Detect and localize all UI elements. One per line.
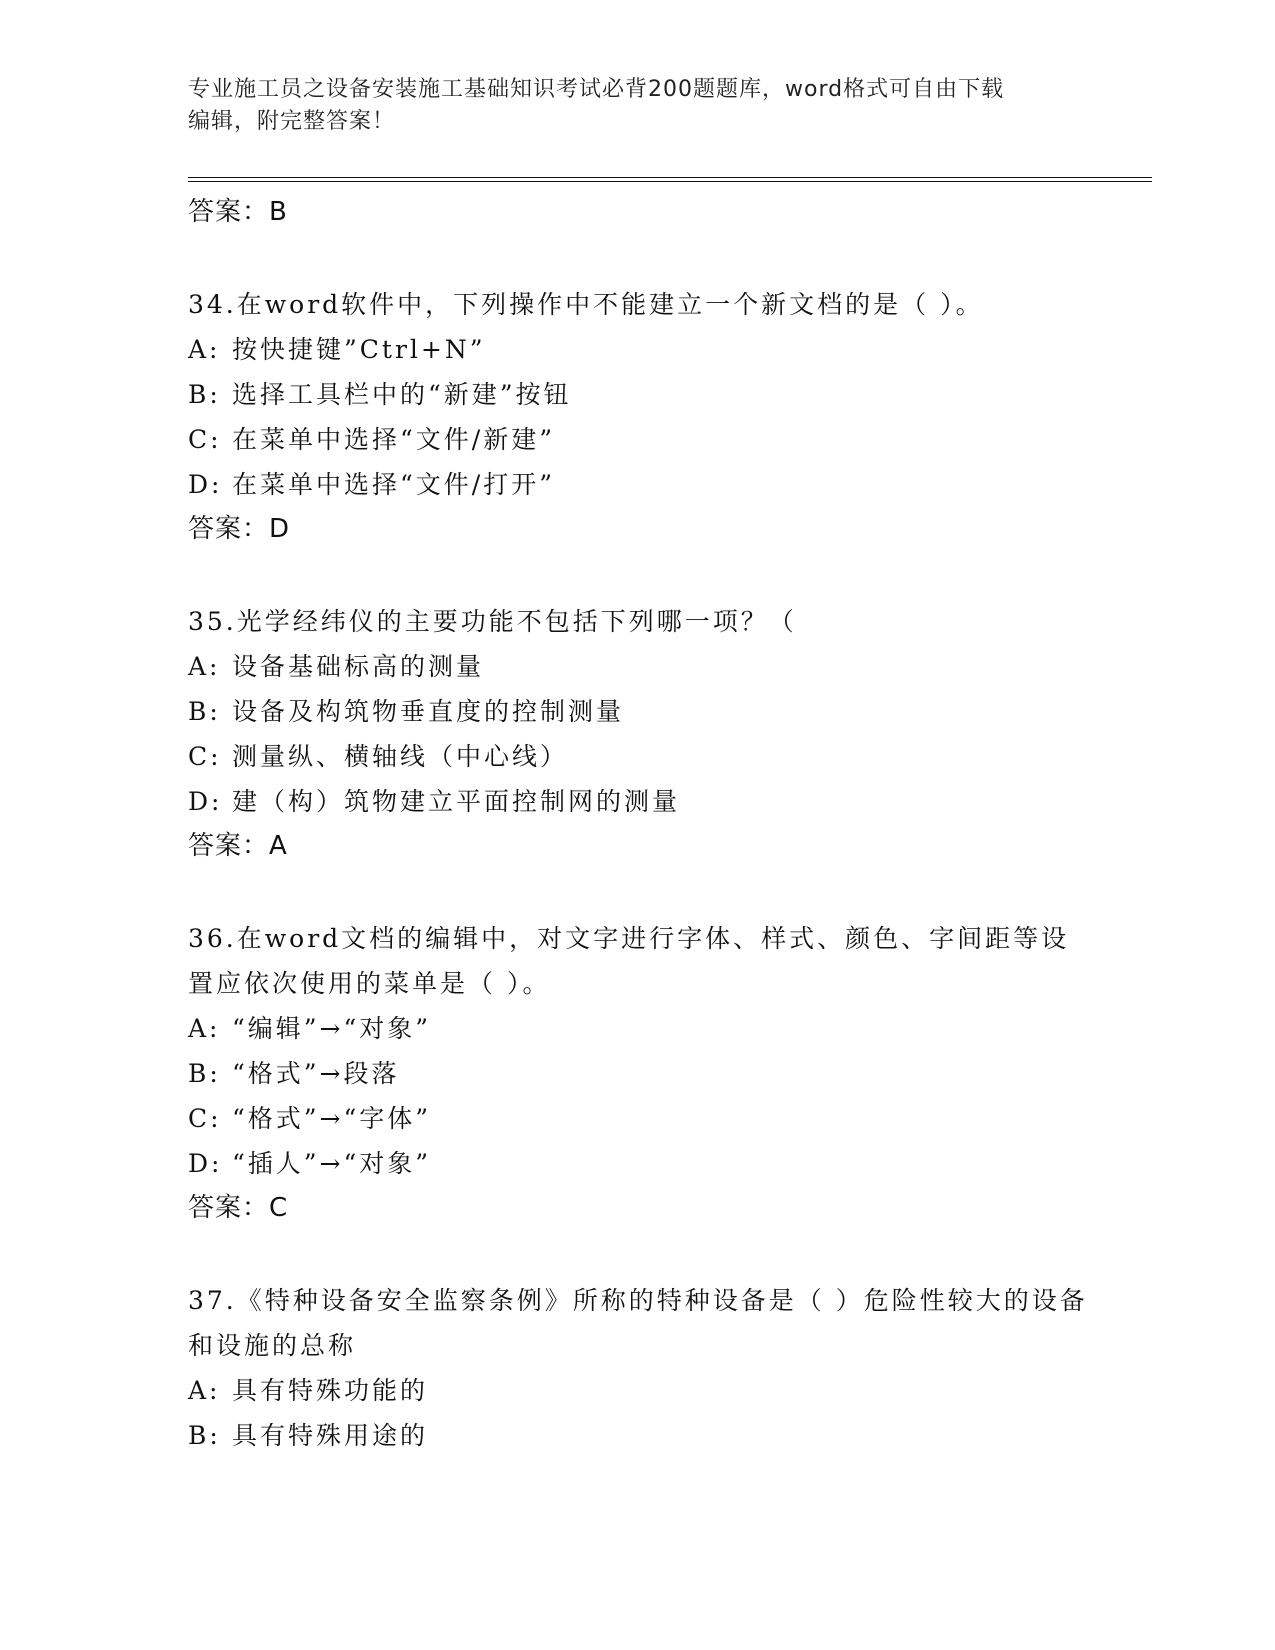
question-36 (188, 916, 1088, 1278)
option-b (188, 689, 1088, 734)
spacer (188, 869, 1088, 916)
question-stem: 34.在word软件中，下列操作中不能建立一个新文档的是（ ）。 (188, 290, 984, 319)
question-stem: 35.光学经纬仪的主要功能不包括下列哪一项？（ (188, 607, 797, 636)
option-text: 建（构）筑物建立平面控制网的测量 (232, 787, 681, 816)
option-a (188, 1006, 1088, 1051)
question-stem: 37.《特种设备安全监察条例》所称的特种设备是（ ）危险性较大的设备和设施的总称 (188, 1286, 1088, 1360)
option-letter: D: (188, 787, 223, 816)
option-letter: C: (188, 1104, 222, 1133)
option-c (188, 734, 1088, 779)
option-d (188, 1141, 1088, 1186)
option-d (188, 462, 1088, 507)
option-a (188, 327, 1088, 372)
option-letter: D: (188, 1149, 223, 1178)
option-text: 在菜单中选择“文件/打开” (232, 470, 555, 499)
option-letter: B: (188, 380, 221, 409)
option-b (188, 1051, 1088, 1096)
option-b (188, 1413, 1088, 1458)
option-letter: B: (188, 1421, 221, 1450)
option-letter: A: (188, 652, 221, 681)
option-b (188, 372, 1088, 417)
spacer (188, 235, 1088, 282)
answer-line: 答案：A (188, 831, 288, 861)
option-text: 选择工具栏中的“新建”按钮 (232, 380, 572, 409)
option-text: 设备基础标高的测量 (232, 652, 485, 681)
option-letter: C: (188, 742, 222, 771)
option-text: 具有特殊功能的 (232, 1376, 429, 1405)
option-c (188, 417, 1088, 462)
option-text: 按快捷键”Ctrl+N” (232, 335, 486, 364)
option-letter: B: (188, 697, 221, 726)
question-stem: 36.在word文档的编辑中，对文字进行字体、样式、颜色、字间距等设置应依次使用的菜单是（ ）。 (188, 924, 1070, 998)
spacer (188, 1231, 1088, 1278)
option-text: “编辑”→“对象” (232, 1014, 432, 1043)
option-a (188, 644, 1088, 689)
option-letter: B: (188, 1059, 221, 1088)
option-text: 测量纵、横轴线（中心线） (232, 742, 569, 771)
option-d (188, 779, 1088, 824)
document-body (188, 190, 1088, 1458)
option-letter: A: (188, 1376, 221, 1405)
option-text: 在菜单中选择“文件/新建” (232, 425, 555, 454)
option-c (188, 1096, 1088, 1141)
question-37 (188, 1278, 1088, 1458)
answer-line: 答案：D (188, 514, 291, 544)
option-letter: D: (188, 470, 223, 499)
spacer (188, 552, 1088, 599)
option-text: 具有特殊用途的 (232, 1421, 429, 1450)
question-35 (188, 599, 1088, 916)
page-header (188, 74, 1088, 138)
header-double-rule (188, 177, 1152, 182)
option-a (188, 1368, 1088, 1413)
option-text: “格式”→“字体” (232, 1104, 432, 1133)
header-title-line-1: 专业施工员之设备安装施工基础知识考试必背200题题库，word格式可自由下载 (188, 77, 1005, 102)
option-letter: A: (188, 1014, 221, 1043)
answer-line: 答案：C (188, 1193, 289, 1223)
option-letter: A: (188, 335, 221, 364)
question-34 (188, 282, 1088, 599)
header-title-line-2: 编辑，附完整答案！ (188, 109, 396, 134)
answer-line: 答案：B (188, 197, 288, 227)
option-letter: C: (188, 425, 222, 454)
option-text: “插人”→“对象” (232, 1149, 432, 1178)
option-text: 设备及构筑物垂直度的控制测量 (232, 697, 625, 726)
option-text: “格式”→段落 (232, 1059, 400, 1088)
